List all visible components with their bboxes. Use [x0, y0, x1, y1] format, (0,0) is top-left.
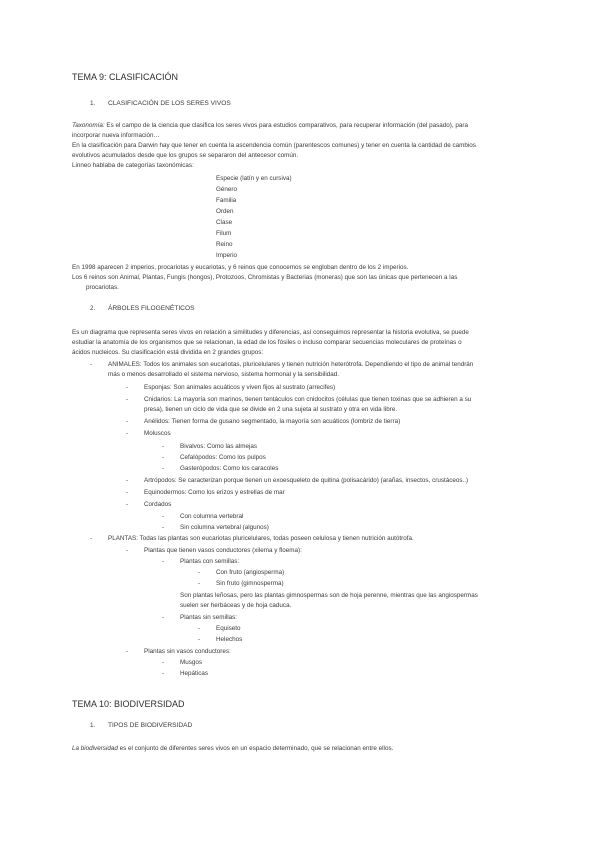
bullet-dash: -: [198, 636, 201, 643]
category-filum: Filum: [216, 230, 232, 237]
bullet-dash: -: [126, 648, 129, 655]
item-hepaticas: Hepáticas: [180, 670, 209, 677]
bullet-dash: -: [162, 465, 165, 472]
item-gasteropodos: Gasterópodos: Como los caracoles: [180, 465, 279, 472]
darwin-line-1: En la clasificación para Darwin hay que tener en cuenta la ascendencia común (parentescos comunes) y tener en cuenta la cantidad de cambios: [72, 142, 476, 149]
item-cordados: Cordados: [144, 501, 172, 508]
arboles-line-2: estudiar la anatomía de los organismos que se relacionan, la edad de los fósiles o incluso comparar secuencias moleculares de proteínas o: [72, 339, 462, 346]
item-helechos: Helechos: [216, 636, 243, 643]
bullet-dash: -: [162, 513, 165, 520]
section-title-arboles: ÁRBOLES FILOGENÉTICOS: [108, 305, 195, 312]
category-familia: Familia: [216, 197, 237, 204]
reinos-line-2: procariotas.: [86, 284, 119, 291]
bullet-dash: -: [126, 501, 129, 508]
bullet-dash: -: [162, 670, 165, 677]
item-bivalvos: Bivalvos: Como las almejas: [180, 443, 257, 450]
bullet-dash: -: [198, 580, 201, 587]
item-artropodos: Artrópodos: Se caracterizan porque tienen un exoesqueleto de quitina (polisacárido) (arañas, insectos, crustáceos..): [144, 477, 469, 484]
arboles-line-1: Es un diagrama que representa seres vivos en relación a similitudes y diferencias, así conseguimos representar la historia evolutiva, se puede: [72, 329, 469, 336]
item-cnidarios-2: presa), tienen un ciclo de vida que se divide en 2 una sujeta al sustrato y otra en vida libre.: [144, 406, 398, 413]
bullet-dash: -: [126, 547, 129, 554]
biodiversidad-term: La biodiversidad: [72, 745, 118, 752]
taxonomia-text: Es el campo de la ciencia que clasifica los seres vivos para estudios comparativos, para recuperar información (del pasado), para: [104, 122, 468, 129]
bullet-dash: -: [90, 361, 93, 368]
category-clase: Clase: [216, 219, 233, 226]
bullet-dash: -: [198, 569, 201, 576]
item-sin-semillas: Plantas sin semillas:: [180, 614, 238, 621]
item-sin-columna: Sin columna vertebral (algunos): [180, 524, 269, 531]
section-number: 1.: [90, 722, 96, 729]
item-vasos-conductores: Plantas que tienen vasos conductores (xilema y floema):: [144, 547, 302, 554]
section-number: 2.: [90, 305, 96, 312]
item-con-fruto: Con fruto (angiosperma): [216, 569, 285, 576]
category-imperio: Imperio: [216, 252, 237, 259]
biodiversidad-text: es el conjunto de diferentes seres vivos en un espacio determinado, que se relacionan entre ellos.: [117, 745, 394, 752]
section-title-tipos: TIPOS DE BIODIVERSIDAD: [108, 722, 193, 729]
reinos-line-1: Los 6 reinos son Animal, Plantas, Fungis (hongos), Protozoos, Chromistas y Bacterias (moneras) que son las únicas que pertenecen a las: [72, 274, 458, 281]
bullet-dash: -: [126, 396, 129, 403]
bullet-dash: -: [126, 477, 129, 484]
item-esponjas: Esponjas: Son animales acuáticos y viven fijos al sustrato (arrecifes): [144, 384, 336, 391]
bullet-dash: -: [162, 454, 165, 461]
bullet-dash: -: [126, 418, 129, 425]
bullet-dash: -: [162, 524, 165, 531]
bullet-dash: -: [162, 614, 165, 621]
arboles-line-3: ácidos nucleicos. Su clasificación está dividida en 2 grandes grupos:: [72, 349, 264, 356]
category-reino: Reino: [216, 241, 233, 248]
bullet-dash: -: [162, 443, 165, 450]
item-sin-fruto: Sin fruto (gimnosperma): [216, 580, 284, 587]
bullet-dash: -: [126, 430, 129, 437]
biodiversidad-paragraph: [72, 745, 393, 753]
item-con-columna: Con columna vertebral: [180, 513, 244, 520]
animales-line-1: ANIMALES: Todos los animales son eucariotas, pluricelulares y tienen nutrición heterótrofa. Dependiendo el tipo de animal tendrán: [108, 361, 474, 368]
plantas-line: PLANTAS: Todas las plantas son eucariotas pluricelulares, todas poseen celulosa y tienen nutrición autótrofa.: [108, 535, 414, 542]
item-equiseto: Equiseto: [216, 625, 241, 632]
section-title-clasificacion: CLASIFICACIÓN DE LOS SERES VIVOS: [108, 100, 231, 107]
taxonomia-line-2: incorporar nueva información…: [72, 132, 160, 139]
item-musgos: Musgos: [180, 659, 203, 666]
item-anelidos: Anélidos: Tienen forma de gusano segmentado, la mayoría son acuáticos (lombriz de tierra): [144, 418, 401, 425]
taxonomia-paragraph: [72, 122, 468, 130]
taxonomia-term: Taxonomía:: [72, 122, 105, 129]
item-equinodermos: Equinodermos: Como los erizos y estrellas de mar: [144, 489, 285, 496]
tema10-title: TEMA 10: BIODIVERSIDAD: [72, 699, 185, 709]
item-cefalopodos: Cefalópodos: Como los pulpos: [180, 454, 266, 461]
category-especie: Especie (latín y en cursiva): [216, 175, 292, 182]
item-moluscos: Moluscos: [144, 430, 171, 437]
section-number: 1.: [90, 100, 96, 107]
animales-line-2: más o menos desarrollado el sistema nervioso, sistema hormonal y la sensibilidad.: [108, 371, 339, 378]
paragraph-1998: En 1998 aparecen 2 imperios, procariotas y eucariotas, y 6 reinos que conocemos se engloban dentro de los 2 imperios.: [72, 264, 409, 271]
item-sin-vasos: Plantas sin vasos conductores:: [144, 648, 231, 655]
bullet-dash: -: [126, 384, 129, 391]
lenosas-line-1: Son plantas leñosas, pero las plantas gimnospermas son de hoja perenne, mientras que las angiospermas: [180, 592, 478, 599]
category-orden: Orden: [216, 208, 234, 215]
bullet-dash: -: [90, 535, 93, 542]
category-genero: Género: [216, 186, 238, 193]
bullet-dash: -: [162, 659, 165, 666]
item-cnidarios-1: Cnidarios: La mayoría son marinos, tienen tentáculos con cnidocitos (células que tienen toxinas que se adhieren a su: [144, 396, 472, 403]
bullet-dash: -: [162, 558, 165, 565]
bullet-dash: -: [126, 489, 129, 496]
bullet-dash: -: [198, 625, 201, 632]
darwin-line-2: evolutivos acumulados desde que los grupos se separaron del antecesor común.: [72, 152, 299, 159]
item-con-semillas: Plantas con semillas:: [180, 558, 240, 565]
linneo-line: Linneo hablaba de categorías taxonómicas:: [72, 162, 194, 169]
tema9-title: TEMA 9: CLASIFICACIÓN: [72, 72, 179, 82]
lenosas-line-2: suelen ser herbáceas y de hoja caduca.: [180, 602, 292, 609]
